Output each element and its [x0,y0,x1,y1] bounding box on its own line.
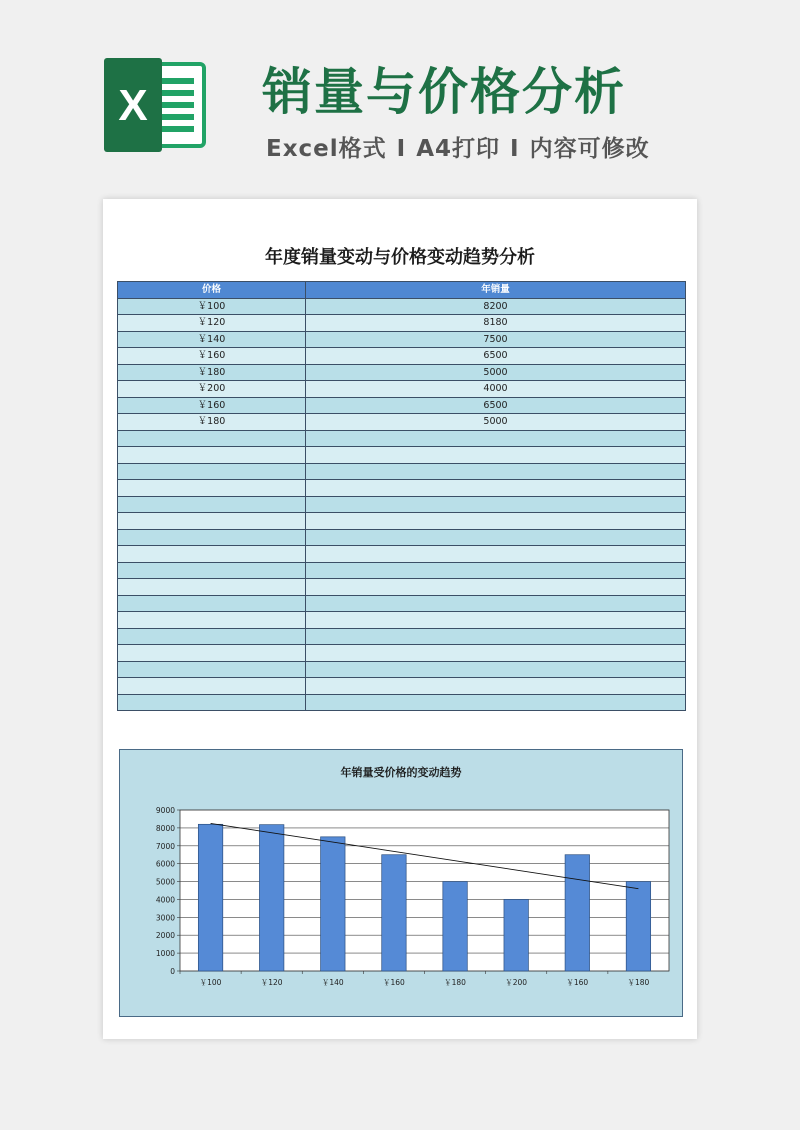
logo-letter: X [118,81,148,130]
price-cell[interactable] [118,628,306,645]
price-cell[interactable] [118,678,306,695]
y-tick-label: 8000 [155,823,175,833]
y-tick-label: 0 [170,967,175,976]
price-cell[interactable]: ￥100 [118,298,306,315]
y-tick-label: 6000 [155,859,175,869]
x-tick-label: ￥200 [505,978,528,987]
x-tick-label: ￥160 [566,978,589,987]
table-row [118,562,686,579]
x-tick-label: ￥180 [444,978,466,987]
y-tick-label: 1000 [155,949,175,959]
column-header-sales: 年销量 [306,282,686,299]
price-cell[interactable] [118,513,306,530]
price-cell[interactable]: ￥180 [118,364,306,381]
sales-cell[interactable]: 5000 [306,364,686,381]
subtitle-format: Excel格式 [266,136,387,162]
sales-cell[interactable]: 7500 [306,331,686,348]
sales-cell[interactable] [306,595,686,612]
table-row [118,315,686,332]
excel-icon [100,50,210,160]
sales-cell[interactable] [306,430,686,447]
bar [382,855,406,971]
y-tick-label: 3000 [155,913,175,923]
bar [626,882,650,971]
sales-cell[interactable]: 8200 [306,298,686,315]
subtitle [266,130,650,163]
sales-cell[interactable]: 6500 [306,348,686,365]
price-cell[interactable] [118,430,306,447]
table-header-row [118,282,686,299]
sales-cell[interactable] [306,645,686,662]
x-tick-label: ￥120 [260,978,283,987]
bar [565,855,589,971]
bar [259,825,283,971]
price-cell[interactable]: ￥160 [118,348,306,365]
price-cell[interactable]: ￥180 [118,414,306,431]
price-cell[interactable] [118,661,306,678]
price-cell[interactable]: ￥200 [118,381,306,398]
bar [321,837,345,971]
table-row [118,348,686,365]
subtitle-editable: 内容可修改 [529,136,650,162]
sales-table [117,281,686,711]
table-row [118,595,686,612]
bar [443,882,467,971]
table-row [118,480,686,497]
sales-cell[interactable] [306,496,686,513]
table-row [118,430,686,447]
document-page [103,199,697,1039]
sales-cell[interactable] [306,579,686,596]
table-row [118,496,686,513]
bar [504,899,528,971]
table-row [118,447,686,464]
sales-cell[interactable] [306,513,686,530]
sales-cell[interactable] [306,529,686,546]
chart-title: 年销量受价格的变动趋势 [340,766,462,779]
price-cell[interactable]: ￥140 [118,331,306,348]
price-cell[interactable] [118,529,306,546]
table-row [118,546,686,563]
column-header-price: 价格 [118,282,306,299]
price-cell[interactable] [118,496,306,513]
table-row [118,612,686,629]
x-tick-label: ￥180 [627,978,650,987]
y-tick-label: 9000 [155,806,175,815]
table-row [118,694,686,711]
x-tick-label: ￥160 [383,978,405,987]
price-cell[interactable]: ￥160 [118,397,306,414]
table-row [118,628,686,645]
subtitle-separator: I [510,136,520,162]
y-tick-label: 2000 [155,931,175,941]
price-cell[interactable] [118,463,306,480]
price-cell[interactable] [118,480,306,497]
table-row [118,678,686,695]
table-row [118,397,686,414]
sales-cell[interactable] [306,562,686,579]
table-row [118,579,686,596]
page-title: 销量与价格分析 [262,63,626,121]
sales-cell[interactable]: 8180 [306,315,686,332]
sales-cell[interactable] [306,480,686,497]
table-row [118,463,686,480]
bar [198,824,222,971]
table-row [118,298,686,315]
price-cell[interactable] [118,694,306,711]
subtitle-print: A4打印 [416,136,501,162]
table-row [118,513,686,530]
price-cell[interactable] [118,595,306,612]
table-row [118,661,686,678]
x-tick-label: ￥140 [321,978,344,987]
table-body [118,298,686,711]
price-cell[interactable] [118,546,306,563]
y-tick-label: 5000 [155,877,175,887]
price-cell[interactable] [118,645,306,662]
y-tick-label: 4000 [155,895,175,905]
sales-cell[interactable] [306,628,686,645]
price-cell[interactable]: ￥120 [118,315,306,332]
sales-cell[interactable] [306,661,686,678]
table-row [118,529,686,546]
excel-logo [100,50,210,160]
sales-cell[interactable]: 4000 [306,381,686,398]
price-cell[interactable] [118,612,306,629]
sales-cell[interactable] [306,694,686,711]
sales-cell[interactable] [306,678,686,695]
table-row [118,364,686,381]
table-row [118,414,686,431]
sales-cell[interactable] [306,447,686,464]
price-cell[interactable] [118,562,306,579]
table-row [118,645,686,662]
sales-cell[interactable]: 5000 [306,414,686,431]
sales-cell[interactable] [306,546,686,563]
x-tick-label: ￥100 [199,978,222,987]
sales-cell[interactable] [306,463,686,480]
table-row [118,331,686,348]
sales-cell[interactable] [306,612,686,629]
table-row [118,381,686,398]
bar-chart [120,750,682,1016]
price-cell[interactable] [118,579,306,596]
sales-cell[interactable]: 6500 [306,397,686,414]
plot-area [180,810,669,971]
subtitle-separator: I [396,136,407,162]
chart-panel [119,749,683,1017]
y-tick-label: 7000 [155,841,175,851]
price-cell[interactable] [118,447,306,464]
document-title: 年度销量变动与价格变动趋势分析 [265,247,535,268]
